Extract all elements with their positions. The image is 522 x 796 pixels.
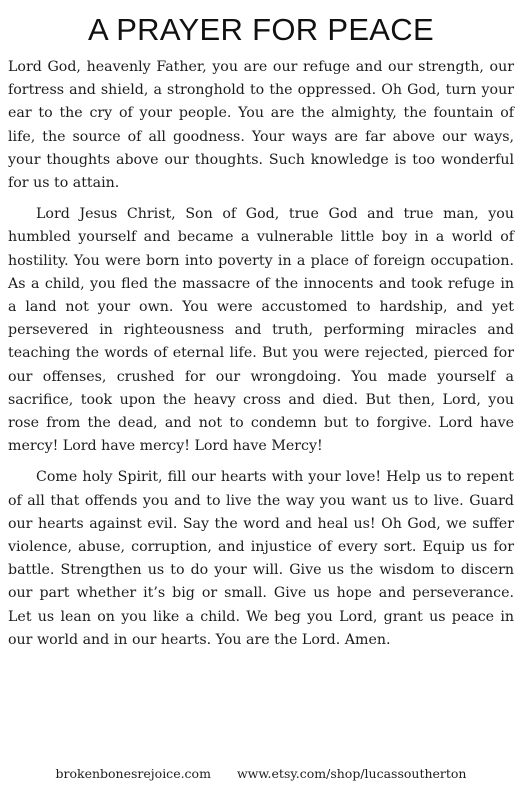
- paragraph-father: Lord God, heavenly Father, you are our refuge and our strength, our fortress and shield, a stronghold to the oppressed. Oh God, turn your ear to the cry of your people. You are the almighty, the fountain of life, the source of all goodness. Your ways are far above our ways, your thoughts above our thoughts. Such knowledge is too wonderful for us to attain.: [8, 59, 514, 192]
- prayer-body: [8, 56, 514, 652]
- footer: [0, 766, 522, 781]
- footer-site-link[interactable]: brokenbonesrejoice.com: [55, 766, 211, 781]
- paragraph-son: Lord Jesus Christ, Son of God, true God and true man, you humbled yourself and became a vulnerable little boy in a world of hostility. You were born into poverty in a place of foreign occupation. As a child, you fled the massacre of the innocents and took refuge in a land not your own. You were accustomed to hardship, and yet persevered in righteousness and truth, performing miracles and teaching the words of eternal life. But you were rejected, pierced for our offenses, crushed for our wrongdoing. You made yourself a sacrifice, took upon the heavy cross and died. But then, Lord, you rose from the dead, and not to condemn but to forgive. Lord have mercy! Lord have mercy! Lord have Mercy!: [8, 206, 514, 455]
- footer-shop-link[interactable]: www.etsy.com/shop/lucassoutherton: [236, 766, 467, 781]
- page-title: A PRAYER FOR PEACE: [88, 12, 434, 47]
- paragraph-spirit: Come holy Spirit, fill our hearts with your love! Help us to repent of all that offends you and to live the way you want us to live. Guard our hearts against evil. Say the word and heal us! Oh God, we suffer violence, abuse, corruption, and injustice of every sort. Equip us for battle. Strengthen us to do your will. Give us the wisdom to discern our part whether it’s big or small. Give us hope and perseverance. Let us lean on you like a child. We beg you Lord, grant us peace in our world and in our hearts. You are the Lord. Amen.: [8, 469, 514, 648]
